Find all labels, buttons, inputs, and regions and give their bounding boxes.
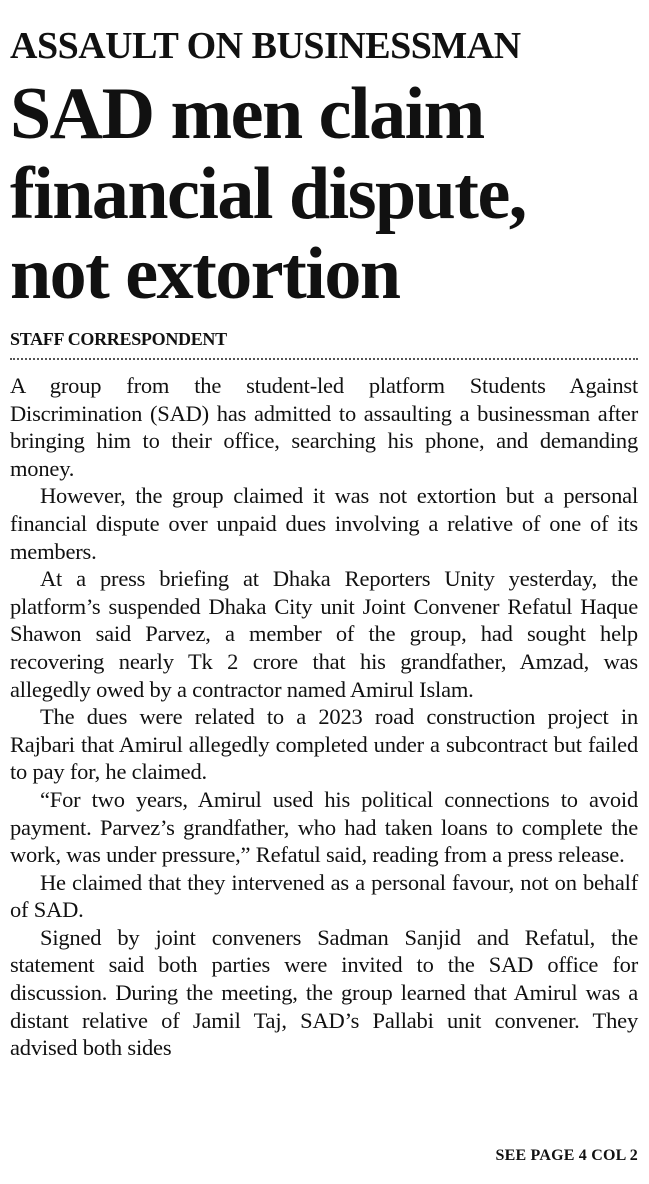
- paragraph: He claimed that they intervened as a personal favour, not on behalf of SAD.: [10, 869, 638, 923]
- headline-line-1: SAD men claim: [10, 73, 484, 155]
- headline-line-3: not extortion: [10, 233, 400, 315]
- paragraph: “For two years, Amirul used his political connections to avoid payment. Parvez’s grandfather, who had taken loans to complete the work, was under pressure,” Refatul said, reading from a press release.: [10, 786, 638, 868]
- article-page: [10, 0, 638, 1062]
- headline-line-2: financial dispute,: [10, 153, 526, 235]
- headline: [10, 74, 638, 314]
- paragraph: At a press briefing at Dhaka Reporters Unity yesterday, the platform’s suspended Dhaka City unit Joint Convener Refatul Haque Shawon said Parvez, a member of the group, had sought help recovering nearly Tk 2 crore that his grandfather, Amzad, was allegedly owed by a contractor named Amirul Islam.: [10, 566, 638, 702]
- article-body: [10, 372, 638, 1062]
- paragraph: The dues were related to a 2023 road construction project in Rajbari that Amirul allegedly completed under a subcontract but failed to pay for, he claimed.: [10, 704, 638, 785]
- paragraph: A group from the student-led platform Students Against Discrimination (SAD) has admitted to assaulting a businessman after bringing him to their office, searching his phone, and demanding money.: [10, 373, 638, 481]
- paragraph: However, the group claimed it was not extortion but a personal financial dispute over unpaid dues involving a relative of one of its members.: [10, 483, 638, 564]
- paragraph: Signed by joint conveners Sadman Sanjid and Refatul, the statement said both parties were invited to the SAD office for discussion. During the meeting, the group learned that Amirul was a distant relative of Jamil Taj, SAD’s Pallabi unit convener. They advised both sides: [10, 924, 638, 1061]
- dotted-divider: [10, 358, 638, 360]
- kicker: ASSAULT ON BUSINESSMAN: [10, 25, 521, 67]
- continuation-reference[interactable]: SEE PAGE 4 COL 2: [495, 1147, 638, 1164]
- byline: STAFF CORRESPONDENT: [10, 329, 227, 349]
